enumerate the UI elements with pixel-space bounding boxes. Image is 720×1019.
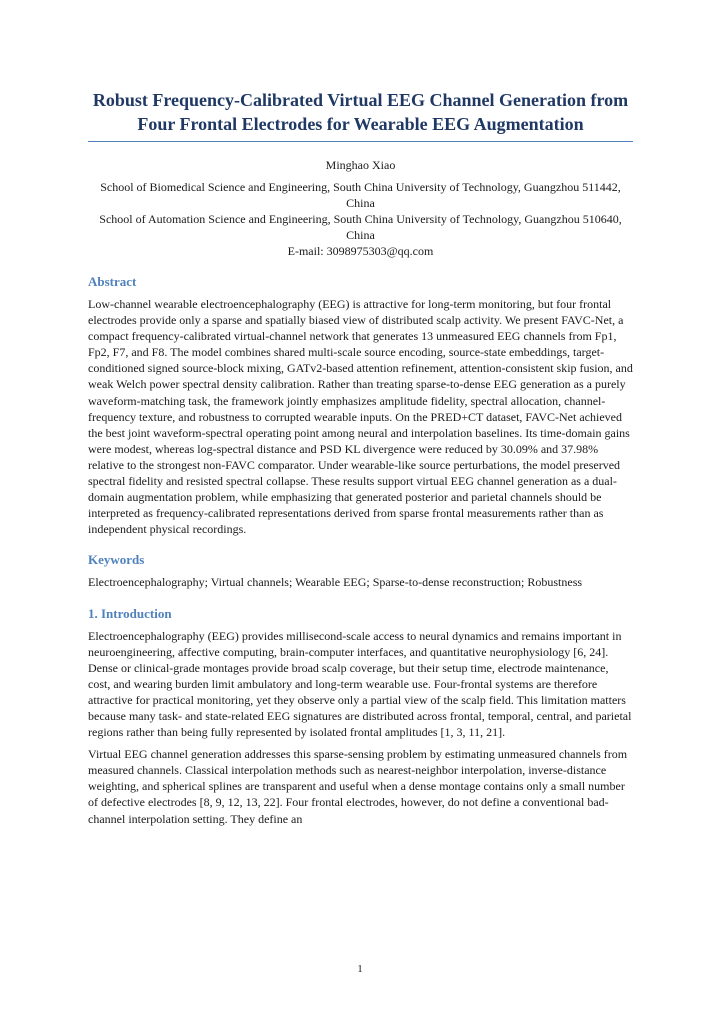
author-email: E-mail: 3098975303@qq.com xyxy=(287,244,434,258)
introduction-paragraph-2: Virtual EEG channel generation addresses this sparse-sensing problem by estimating unmeasured channels from measured channels. Classical interpolation methods such as nearest-neighbor interpolation, inverse-distance weighting, and spherical splines are transparent and useful when a dense montage contains only a small number of defective electrodes [8, 9, 12, 13, 22]. Four frontal electrodes, however, do not define a conventional bad-channel interpolation setting. They define an xyxy=(88,747,628,826)
page-content xyxy=(88,88,633,827)
paper-title: Robust Frequency-Calibrated Virtual EEG Channel Generation from Four Frontal Electrodes for Wearable EEG Augmentation xyxy=(92,90,629,134)
introduction-paragraph-1: Electroencephalography (EEG) provides millisecond-scale access to neural dynamics and remains important in neuroengineering, affective computing, brain-computer interfaces, and quantitative neurophysiology [6, 24]. Dense or clinical-grade montages provide broad scalp coverage, but their setup time, electrode maintenance, cost, and wearing burden limit ambulatory and long-term wearable use. Four-frontal systems are therefore attractive for practical monitoring, yet they observe only a partial view of the scalp field. This limitation matters because many task- and state-related EEG signatures are distributed across frontal, temporal, central, and parietal regions rather than being fully represented by isolated frontal amplitudes [1, 3, 11, 21]. xyxy=(88,628,632,740)
abstract-heading: Abstract xyxy=(88,274,137,289)
keywords-text: Electroencephalography; Virtual channels; Wearable EEG; Sparse-to-dense reconstruction; Robustness xyxy=(88,575,583,590)
author-name: Minghao Xiao xyxy=(325,158,396,172)
affiliation-1: School of Biomedical Science and Engineering, South China University of Technology, Guangzhou 511442, China xyxy=(100,180,621,210)
keywords-heading: Keywords xyxy=(88,552,145,568)
page-number: 1 xyxy=(357,963,363,975)
abstract-text: Low-channel wearable electroencephalography (EEG) is attractive for long-term monitoring, but four frontal electrodes provide only a sparse and spatially biased view of distributed scalp activity. We present FAVC-Net, a compact frequency-calibrated virtual-channel network that generates 13 unmeasured EEG channels from Fp1, Fp2, F7, and F8. The model combines shared multi-scale source encoding, source-state embeddings, target-conditioned signed source-block mixing, GATv2-based attention refinement, attention-consistent skip fusion, and weak Welch power spectral density calibration. Rather than treating sparse-to-dense EEG generation as a purely waveform-matching task, the framework jointly emphasizes amplitude fidelity, spectral allocation, channel-frequency texture, and robustness to corrupted wearable inputs. On the PRED+CT dataset, FAVC-Net achieved the best joint waveform-spectral operating point among neural and interpolation baselines. Its time-domain gains were modest, whereas log-spectral distance and PSD KL divergence were reduced by 30.09% and 37.98% relative to the strongest non-FAVC comparator. Under wearable-like source perturbations, the model preserved spectral fidelity and resisted spectral collapse. These results support virtual EEG channel generation as a dual-domain augmentation problem, while emphasizing that generated posterior and parietal channels should be interpreted as frequency-calibrated representations derived from sparse frontal measurements rather than as independent physical recordings. xyxy=(88,297,633,537)
introduction-heading: 1. Introduction xyxy=(88,605,172,621)
title-rule xyxy=(88,141,633,142)
affiliation-2: School of Automation Science and Engineering, South China University of Technology, Guangzhou 510640, China xyxy=(99,212,622,242)
